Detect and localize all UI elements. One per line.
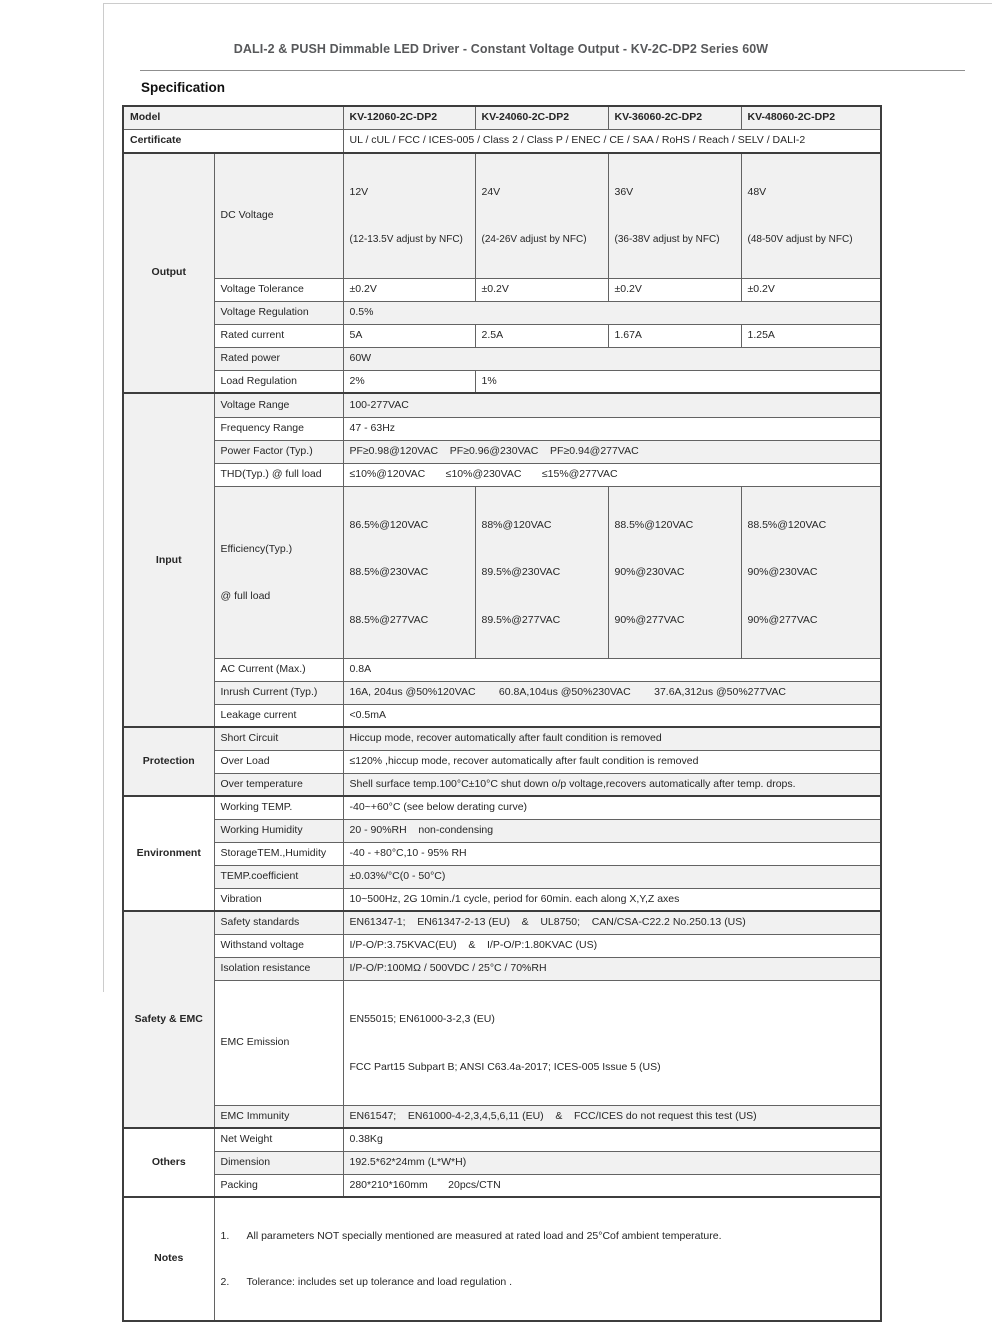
value-cell — [343, 153, 475, 278]
value-cell: ±0.2V — [608, 278, 741, 301]
efficiency-label-line1: Efficiency(Typ.) — [220, 542, 293, 555]
value-cell: 1.67A — [608, 324, 741, 347]
value-cell: 47 - 63Hz — [343, 417, 881, 440]
notes-value-cell — [214, 1197, 881, 1321]
row-label-cell: Packing — [214, 1174, 343, 1197]
row-over-load — [123, 750, 881, 773]
value-cell: 2.5A — [475, 324, 608, 347]
row-certificate — [123, 129, 881, 153]
spec-heading: Specification — [141, 80, 226, 95]
row-voltage-range — [123, 393, 881, 417]
value-cell: 0.5% — [343, 301, 881, 324]
dc-voltage-sub: (12-13.5V adjust by NFC) — [349, 233, 463, 245]
value-cell: 16A, 204us @50%120VAC 60.8A,104us @50%230VAC 37.6A,312us @50%277VAC — [343, 681, 881, 704]
value-cell: 2% — [343, 370, 475, 393]
row-dc-voltage — [123, 153, 881, 278]
page-frame-left-line — [103, 3, 104, 992]
value-cell: 20 - 90%RH non-condensing — [343, 819, 881, 842]
row-label-cell: Rated power — [214, 347, 343, 370]
value-cell: 60W — [343, 347, 881, 370]
value-cell — [608, 153, 741, 278]
value-cell: 1% — [475, 370, 881, 393]
note-number: 2. — [220, 1275, 230, 1288]
value-cell: <0.5mA — [343, 704, 881, 727]
row-label-cell: Withstand voltage — [214, 934, 343, 957]
row-label-cell: Over Load — [214, 750, 343, 773]
row-efficiency — [123, 486, 881, 658]
efficiency-value: 90%@230VAC — [614, 566, 685, 579]
efficiency-value: 89.5%@277VAC — [481, 613, 561, 626]
row-label-cell: Dimension — [214, 1151, 343, 1174]
certificate-label-cell: Certificate — [123, 129, 343, 153]
row-label-cell: Load Regulation — [214, 370, 343, 393]
group-cell-protection: Protection — [123, 727, 214, 796]
row-label-cell: THD(Typ.) @ full load — [214, 463, 343, 486]
row-power-factor — [123, 440, 881, 463]
note-text: Tolerance: includes set up tolerance and load regulation . — [246, 1275, 513, 1288]
row-label-cell: Vibration — [214, 888, 343, 911]
dc-voltage-sub: (24-26V adjust by NFC) — [481, 233, 587, 245]
dc-voltage-sub: (36-38V adjust by NFC) — [614, 233, 720, 245]
row-packing — [123, 1174, 881, 1197]
dc-voltage-main: 24V — [481, 186, 501, 199]
value-cell: ≤10%@120VAC ≤10%@230VAC ≤15%@277VAC — [343, 463, 881, 486]
value-cell: 0.38Kg — [343, 1128, 881, 1151]
dc-voltage-main: 48V — [747, 186, 767, 199]
value-cell: -40~+60°C (see below derating curve) — [343, 796, 881, 819]
row-vibration — [123, 888, 881, 911]
value-cell: PF≥0.98@120VAC PF≥0.96@230VAC PF≥0.94@277VAC — [343, 440, 881, 463]
note-text: All parameters NOT specially mentioned are measured at rated load and 25°Cof ambient temperature. — [246, 1229, 722, 1242]
row-frequency-range — [123, 417, 881, 440]
value-cell: Shell surface temp.100°C±10°C shut down o/p voltage,recovers automatically after temp. drops. — [343, 773, 881, 796]
efficiency-value: 90%@277VAC — [747, 613, 818, 626]
note-item — [221, 1273, 875, 1292]
row-label-cell: AC Current (Max.) — [214, 658, 343, 681]
efficiency-value: 90%@230VAC — [747, 566, 818, 579]
row-notes — [123, 1197, 881, 1321]
value-cell: ±0.2V — [475, 278, 608, 301]
model-value-cell: KV-48060-2C-DP2 — [741, 106, 881, 129]
row-label-cell: EMC Immunity — [214, 1105, 343, 1128]
row-label-cell: StorageTEM.,Humidity — [214, 842, 343, 865]
value-cell: 100-277VAC — [343, 393, 881, 417]
value-cell: 280*210*160mm 20pcs/CTN — [343, 1174, 881, 1197]
efficiency-value: 88.5%@277VAC — [349, 613, 429, 626]
row-storage-tem-humidity — [123, 842, 881, 865]
group-cell-others: Others — [123, 1128, 214, 1197]
value-cell: ±0.2V — [741, 278, 881, 301]
row-label-cell: Power Factor (Typ.) — [214, 440, 343, 463]
efficiency-value: 88.5%@120VAC — [614, 519, 694, 532]
row-leakage-current — [123, 704, 881, 727]
value-cell: ±0.03%/°C(0 - 50°C) — [343, 865, 881, 888]
emc-emission-line1: EN55015; EN61000-3-2,3 (EU) — [349, 1013, 495, 1026]
page-frame-top-line — [103, 3, 992, 4]
row-load-regulation — [123, 370, 881, 393]
value-cell: I/P-O/P:100MΩ / 500VDC / 25°C / 70%RH — [343, 957, 881, 980]
value-cell: -40 - +80°C,10 - 95% RH — [343, 842, 881, 865]
row-label-cell: Leakage current — [214, 704, 343, 727]
row-ac-current — [123, 658, 881, 681]
page-title: DALI-2 & PUSH Dimmable LED Driver - Constant Voltage Output - KV-2C-DP2 Series 60W — [233, 42, 769, 56]
row-label-cell: Working Humidity — [214, 819, 343, 842]
value-cell: I/P-O/P:3.75KVAC(EU) & I/P-O/P:1.80KVAC (US) — [343, 934, 881, 957]
row-label-cell: Net Weight — [214, 1128, 343, 1151]
row-voltage-tolerance — [123, 278, 881, 301]
model-value-cell: KV-12060-2C-DP2 — [343, 106, 475, 129]
group-cell-notes: Notes — [123, 1197, 214, 1321]
row-label-cell: Voltage Tolerance — [214, 278, 343, 301]
row-label-cell: EMC Emission — [214, 980, 343, 1105]
value-cell: ≤120% ,hiccup mode, recover automatically after fault condition is removed — [343, 750, 881, 773]
row-dimension — [123, 1151, 881, 1174]
note-item — [221, 1227, 875, 1246]
title-divider — [140, 70, 965, 71]
value-cell — [741, 486, 881, 658]
row-label-cell: Voltage Range — [214, 393, 343, 417]
value-cell — [608, 486, 741, 658]
efficiency-label-line2: @ full load — [220, 590, 271, 603]
row-isolation-resistance — [123, 957, 881, 980]
value-cell: 5A — [343, 324, 475, 347]
row-label-cell: Isolation resistance — [214, 957, 343, 980]
efficiency-value: 86.5%@120VAC — [349, 519, 429, 532]
efficiency-value: 88%@120VAC — [481, 519, 552, 532]
value-cell — [475, 153, 608, 278]
row-label-cell: Short Circuit — [214, 727, 343, 750]
value-cell — [741, 153, 881, 278]
row-working-humidity — [123, 819, 881, 842]
row-label-cell: Frequency Range — [214, 417, 343, 440]
group-cell-output: Output — [123, 153, 214, 393]
row-thd — [123, 463, 881, 486]
row-label-cell: Rated current — [214, 324, 343, 347]
row-withstand-voltage — [123, 934, 881, 957]
row-voltage-regulation — [123, 301, 881, 324]
value-cell: ±0.2V — [343, 278, 475, 301]
row-label-cell — [214, 486, 343, 658]
efficiency-value: 88.5%@230VAC — [349, 566, 429, 579]
row-safety-standards — [123, 911, 881, 934]
value-cell: EN61347-1; EN61347-2-13 (EU) & UL8750; CAN/CSA-C22.2 No.250.13 (US) — [343, 911, 881, 934]
value-cell: 0.8A — [343, 658, 881, 681]
spec-table — [122, 105, 882, 1322]
row-inrush-current — [123, 681, 881, 704]
value-cell: 10~500Hz, 2G 10min./1 cycle, period for 60min. each along X,Y,Z axes — [343, 888, 881, 911]
value-cell — [343, 980, 881, 1105]
row-label-cell: Voltage Regulation — [214, 301, 343, 324]
group-cell-environment: Environment — [123, 796, 214, 911]
row-label-cell: Over temperature — [214, 773, 343, 796]
row-emc-emission — [123, 980, 881, 1105]
certificate-value-cell: UL / cUL / FCC / ICES-005 / Class 2 / Class P / ENEC / CE / SAA / RoHS / Reach / SELV / DALI-2 — [343, 129, 881, 153]
efficiency-value: 89.5%@230VAC — [481, 566, 561, 579]
value-cell: Hiccup mode, recover automatically after fault condition is removed — [343, 727, 881, 750]
row-label-cell: DC Voltage — [214, 153, 343, 278]
model-label-cell: Model — [123, 106, 343, 129]
note-number: 1. — [220, 1229, 230, 1242]
dc-voltage-main: 12V — [349, 186, 369, 199]
row-label-cell: Working TEMP. — [214, 796, 343, 819]
row-temp-coefficient — [123, 865, 881, 888]
row-emc-immunity — [123, 1105, 881, 1128]
row-label-cell: TEMP.coefficient — [214, 865, 343, 888]
dc-voltage-sub: (48-50V adjust by NFC) — [747, 233, 853, 245]
row-short-circuit — [123, 727, 881, 750]
row-over-temperature — [123, 773, 881, 796]
value-cell — [475, 486, 608, 658]
value-cell — [343, 486, 475, 658]
value-cell: EN61547; EN61000-4-2,3,4,5,6,11 (EU) & FCC/ICES do not request this test (US) — [343, 1105, 881, 1128]
model-value-cell: KV-36060-2C-DP2 — [608, 106, 741, 129]
row-label-cell: Safety standards — [214, 911, 343, 934]
dc-voltage-main: 36V — [614, 186, 634, 199]
efficiency-value: 88.5%@120VAC — [747, 519, 827, 532]
emc-emission-line2: FCC Part15 Subpart B; ANSI C63.4a-2017; ICES-005 Issue 5 (US) — [349, 1060, 661, 1073]
row-net-weight — [123, 1128, 881, 1151]
row-rated-power — [123, 347, 881, 370]
row-working-temp — [123, 796, 881, 819]
value-cell: 192.5*62*24mm (L*W*H) — [343, 1151, 881, 1174]
group-cell-input: Input — [123, 393, 214, 727]
group-cell-safety-emc: Safety & EMC — [123, 911, 214, 1128]
row-label-cell: Inrush Current (Typ.) — [214, 681, 343, 704]
row-model — [123, 106, 881, 129]
efficiency-value: 90%@277VAC — [614, 613, 685, 626]
row-rated-current — [123, 324, 881, 347]
model-value-cell: KV-24060-2C-DP2 — [475, 106, 608, 129]
value-cell: 1.25A — [741, 324, 881, 347]
